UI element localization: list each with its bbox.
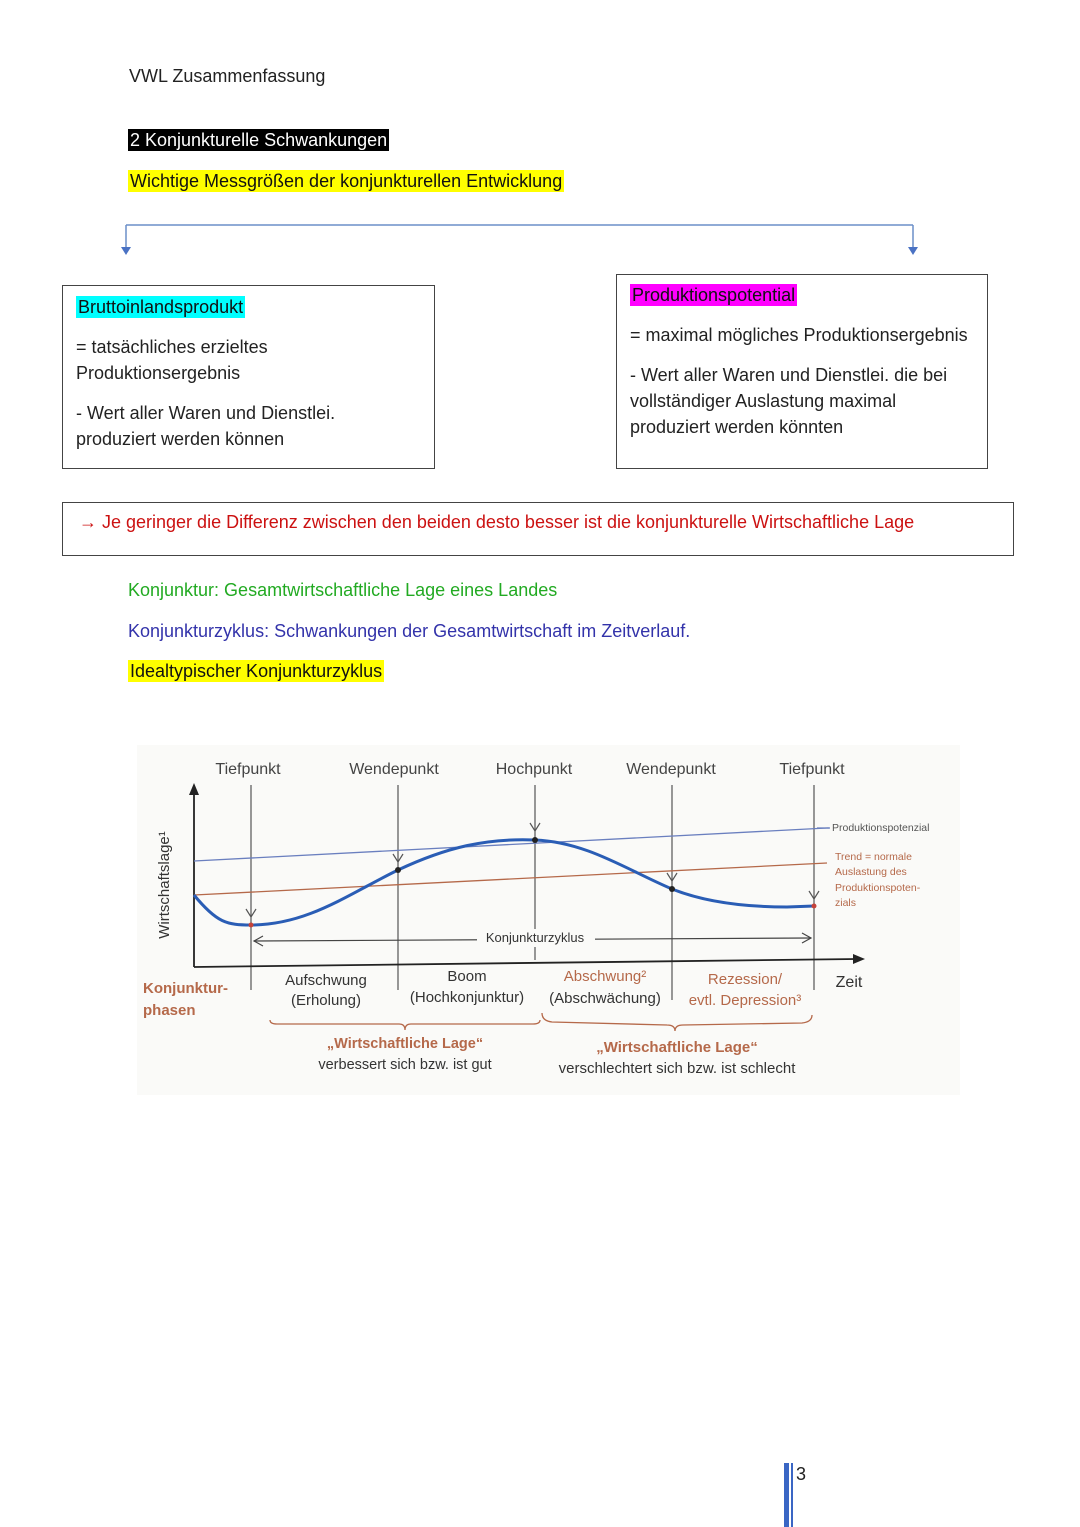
section-subheading-text: Wichtige Messgrößen der konjunkturellen Entwicklung [130, 171, 563, 191]
legend-trend-3: Produktionspoten- [835, 882, 921, 894]
phase-abschwung-1: Abschwung² [563, 968, 647, 985]
label-wendepunkt-1: Wendepunkt [349, 761, 439, 778]
legend-trend-4: zials [835, 897, 857, 909]
brace-bad [542, 1013, 812, 1031]
pp-line4: produziert werden könnten [630, 417, 844, 437]
point-wendepunkt-2 [669, 886, 675, 892]
pp-title: Produktionspotential [632, 285, 796, 305]
page-number: 3 [796, 1464, 807, 1484]
good-title: „Wirtschaftliche Lage“ [326, 1036, 484, 1052]
conclusion-box [62, 502, 1014, 556]
phase-rezession-1: Rezession/ [707, 971, 783, 988]
label-tiefpunkt-1: Tiefpunkt [215, 761, 281, 778]
pp-line2: - Wert aller Waren und Dienstlei. die bei [630, 365, 948, 385]
phases-label-1: Konjunktur- [143, 980, 228, 997]
section-heading-text: 2 Konjunkturelle Schwankungen [130, 130, 388, 150]
phase-abschwung-2: (Abschwächung) [549, 990, 661, 1007]
legend-trend-1: Trend = normale [835, 851, 912, 863]
label-hochpunkt: Hochpunkt [495, 761, 573, 778]
x-axis-label: Zeit [835, 974, 863, 991]
point-wendepunkt-1 [395, 867, 401, 873]
x-axis [194, 959, 857, 967]
legend-potential: Produktionspotenzial [832, 822, 930, 834]
guide-lines [251, 785, 814, 1000]
potential-line [194, 828, 827, 861]
y-axis-arrow [189, 783, 199, 795]
label-tiefpunkt-2: Tiefpunkt [779, 761, 845, 778]
point-tiefpunkt-1 [249, 923, 254, 928]
phase-aufschwung-2: (Erholung) [290, 992, 362, 1009]
bad-text: verschlechtert sich bzw. ist schlecht [558, 1060, 796, 1077]
phase-boom-1: Boom [447, 968, 487, 985]
section-subheading [128, 171, 564, 192]
conclusion-text: → Je geringer die Differenz zwischen den beiden desto besser ist die konjunkturelle Wirtschaftliche Lage [79, 512, 915, 532]
cycle-curve [194, 840, 814, 925]
phase-rezession-2: evtl. Depression³ [688, 992, 802, 1009]
ideal-heading [128, 661, 384, 682]
bip-line2: Produktionsergebnis [76, 363, 241, 383]
page-number-bar-thin [791, 1463, 793, 1527]
point-hochpunkt [532, 837, 538, 843]
document-header: VWL Zusammenfassung [129, 66, 326, 86]
definition-konjunkturzyklus: Konjunkturzyklus: Schwankungen der Gesamtwirtschaft im Zeitverlauf. [128, 621, 691, 641]
box-produktionspotential [616, 274, 988, 469]
point-tiefpunkt-2 [812, 904, 817, 909]
y-axis-label: Wirtschaftslage¹ [156, 831, 173, 939]
bip-line3: - Wert aller Waren und Dienstlei. [76, 403, 336, 423]
pp-line3: vollständiger Auslastung maximal [630, 391, 897, 411]
diagram-svg [137, 745, 960, 1095]
konjunkturzyklus-diagram [137, 745, 960, 1095]
bip-line4: produziert werden können [76, 429, 285, 449]
good-text: verbessert sich bzw. ist gut [318, 1057, 492, 1073]
x-axis-arrow [853, 954, 865, 964]
bip-title: Bruttoinlandsprodukt [78, 297, 244, 317]
page-number-bar [784, 1463, 789, 1527]
pp-line1: = maximal mögliches Produktionsergebnis [630, 325, 968, 345]
legend-trend-2: Auslastung des [835, 866, 907, 878]
label-wendepunkt-2: Wendepunkt [626, 761, 716, 778]
bad-title: „Wirtschaftliche Lage“ [596, 1039, 758, 1056]
trend-line [194, 863, 827, 895]
bip-line1: = tatsächliches erzieltes [76, 337, 268, 357]
brace-good [270, 1020, 540, 1030]
box-bruttoinlandsprodukt [62, 285, 435, 469]
phase-aufschwung-1: Aufschwung [285, 972, 367, 989]
connector-arrows [110, 218, 930, 260]
definition-konjunktur: Konjunktur: Gesamtwirtschaftliche Lage eines Landes [128, 580, 558, 600]
ideal-heading-text: Idealtypischer Konjunkturzyklus [130, 661, 383, 681]
section-heading [128, 130, 389, 151]
phase-boom-2: (Hochkonjunktur) [409, 989, 525, 1006]
phases-label-2: phasen [143, 1002, 196, 1019]
cycle-label: Konjunkturzyklus [485, 930, 585, 945]
